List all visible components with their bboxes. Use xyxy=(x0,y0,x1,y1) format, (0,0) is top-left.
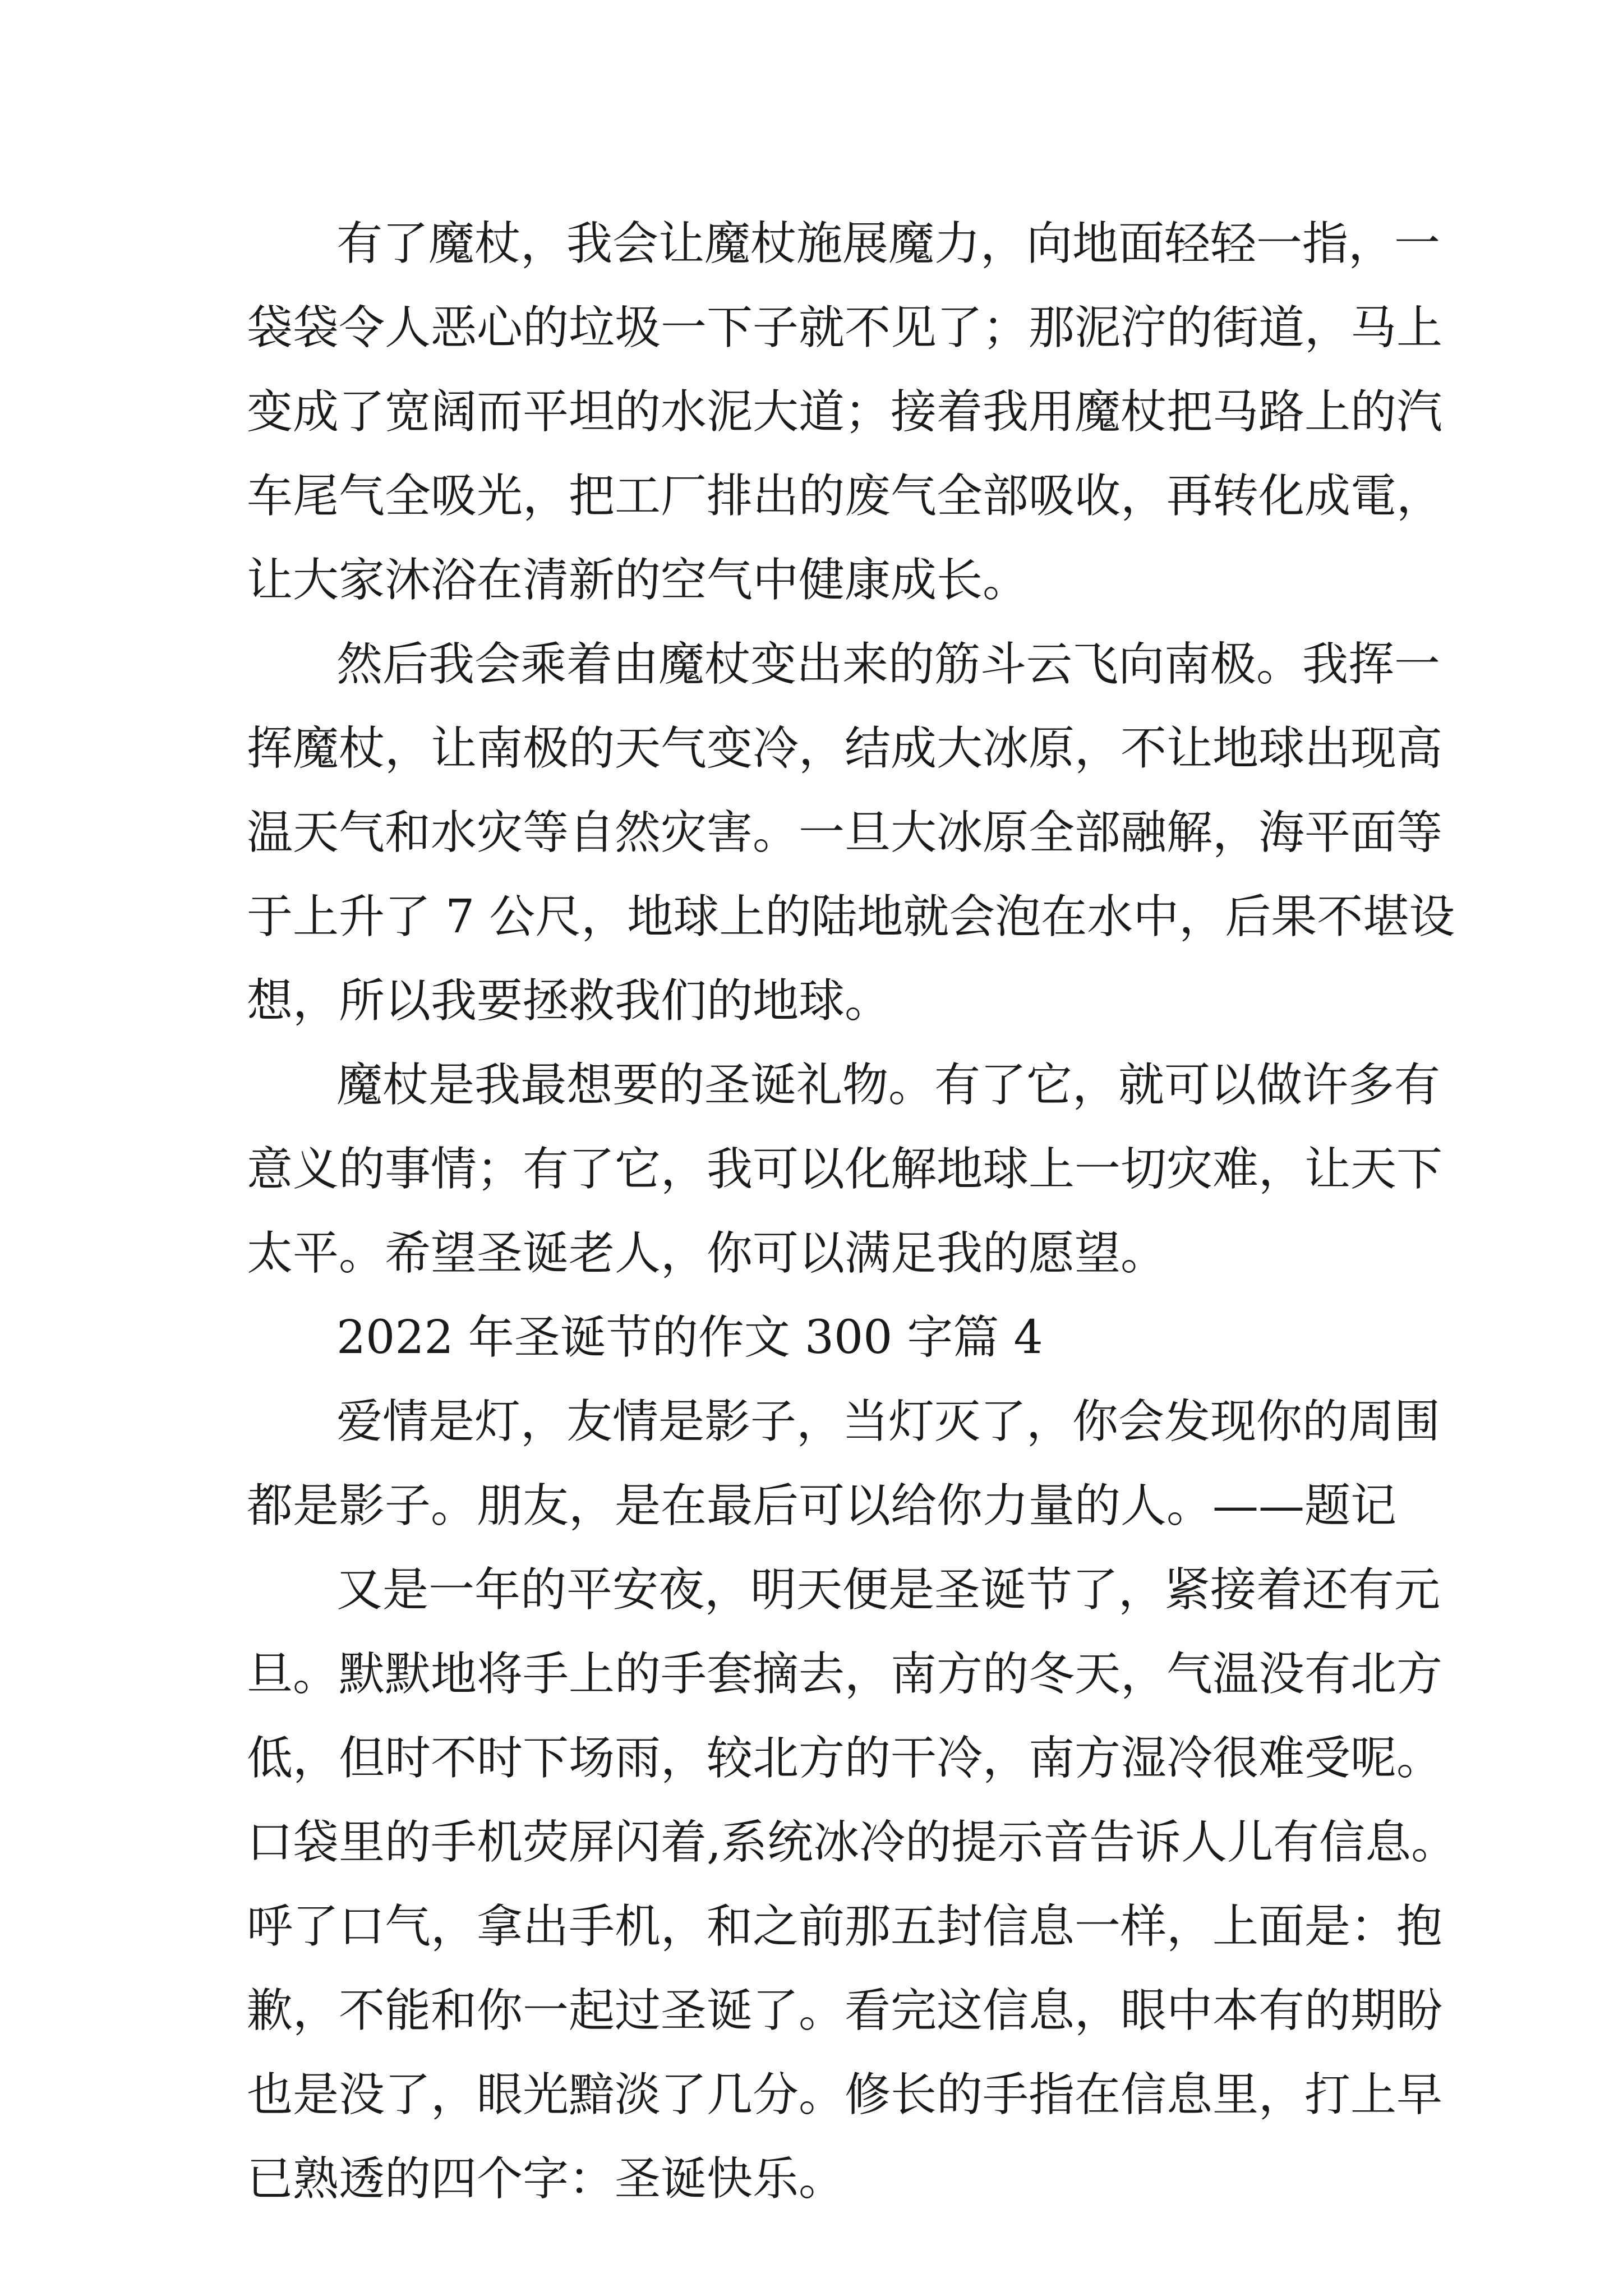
paragraph-1-line-2: 袋袋令人恶心的垃圾一下子就不见了；那泥泞的街道，马上 xyxy=(247,301,1443,355)
paragraph-3-line-1: 魔杖是我最想要的圣诞礼物。有了它，就可以做许多有 xyxy=(336,1059,1441,1112)
paragraph-2-line-3: 温天气和水灾等自然灾害。一旦大冰原全部融解，海平面等 xyxy=(247,806,1443,859)
section-heading: 2022 年圣诞节的作文 300 字篇 4 xyxy=(336,1311,1043,1364)
paragraph-2-line-4: 于上升了 7 公尺，地球上的陆地就会泡在水中，后果不堪设 xyxy=(247,890,1455,944)
paragraph-4-line-1: 爱情是灯，友情是影子，当灯灭了，你会发现你的周围 xyxy=(336,1395,1441,1448)
paragraph-3-line-2: 意义的事情；有了它，我可以化解地球上一切灾难，让天下 xyxy=(247,1143,1443,1196)
paragraph-1-line-3: 变成了宽阔而平坦的水泥大道；接着我用魔杖把马路上的汽 xyxy=(247,385,1443,439)
paragraph-5-line-4: 口袋里的手机荧屏闪着,系统冰冷的提示音告诉人儿有信息。 xyxy=(247,1816,1458,1869)
paragraph-4-line-2: 都是影子。朋友，是在最后可以给你力量的人。——题记 xyxy=(247,1479,1397,1533)
paragraph-2-line-5: 想，所以我要拯救我们的地球。 xyxy=(247,974,891,1028)
paragraph-5-line-8: 已熟透的四个字：圣诞快乐。 xyxy=(247,2152,845,2206)
paragraph-5-line-1: 又是一年的平安夜，明天便是圣诞节了，紧接着还有元 xyxy=(336,1563,1441,1617)
paragraph-2-line-1: 然后我会乘着由魔杖变出来的筋斗云飞向南极。我挥一 xyxy=(336,638,1441,691)
paragraph-5-line-6: 歉，不能和你一起过圣诞了。看完这信息，眼中本有的期盼 xyxy=(247,1984,1443,2037)
paragraph-1-line-1: 有了魔杖，我会让魔杖施展魔力，向地面轻轻一指，一 xyxy=(336,217,1441,270)
paragraph-5-line-5: 呼了口气，拿出手机，和之前那五封信息一样，上面是：抱 xyxy=(247,1900,1443,1953)
paragraph-1-line-4: 车尾气全吸光，把工厂排出的废气全部吸收，再转化成電， xyxy=(247,470,1443,523)
paragraph-3-line-3: 太平。希望圣诞老人，你可以满足我的愿望。 xyxy=(247,1227,1167,1280)
paragraph-5-line-3: 低，但时不时下场雨，较北方的干冷，南方湿冷很难受呢。 xyxy=(247,1732,1443,1785)
paragraph-1-line-5: 让大家沐浴在清新的空气中健康成长。 xyxy=(247,554,1029,607)
paragraph-2-line-2: 挥魔杖，让南极的天气变冷，结成大冰原，不让地球出现高 xyxy=(247,722,1443,775)
paragraph-5-line-7: 也是没了，眼光黯淡了几分。修长的手指在信息里，打上早 xyxy=(247,2068,1443,2122)
paragraph-5-line-2: 旦。默默地将手上的手套摘去，南方的冬天，气温没有北方 xyxy=(247,1648,1443,1701)
